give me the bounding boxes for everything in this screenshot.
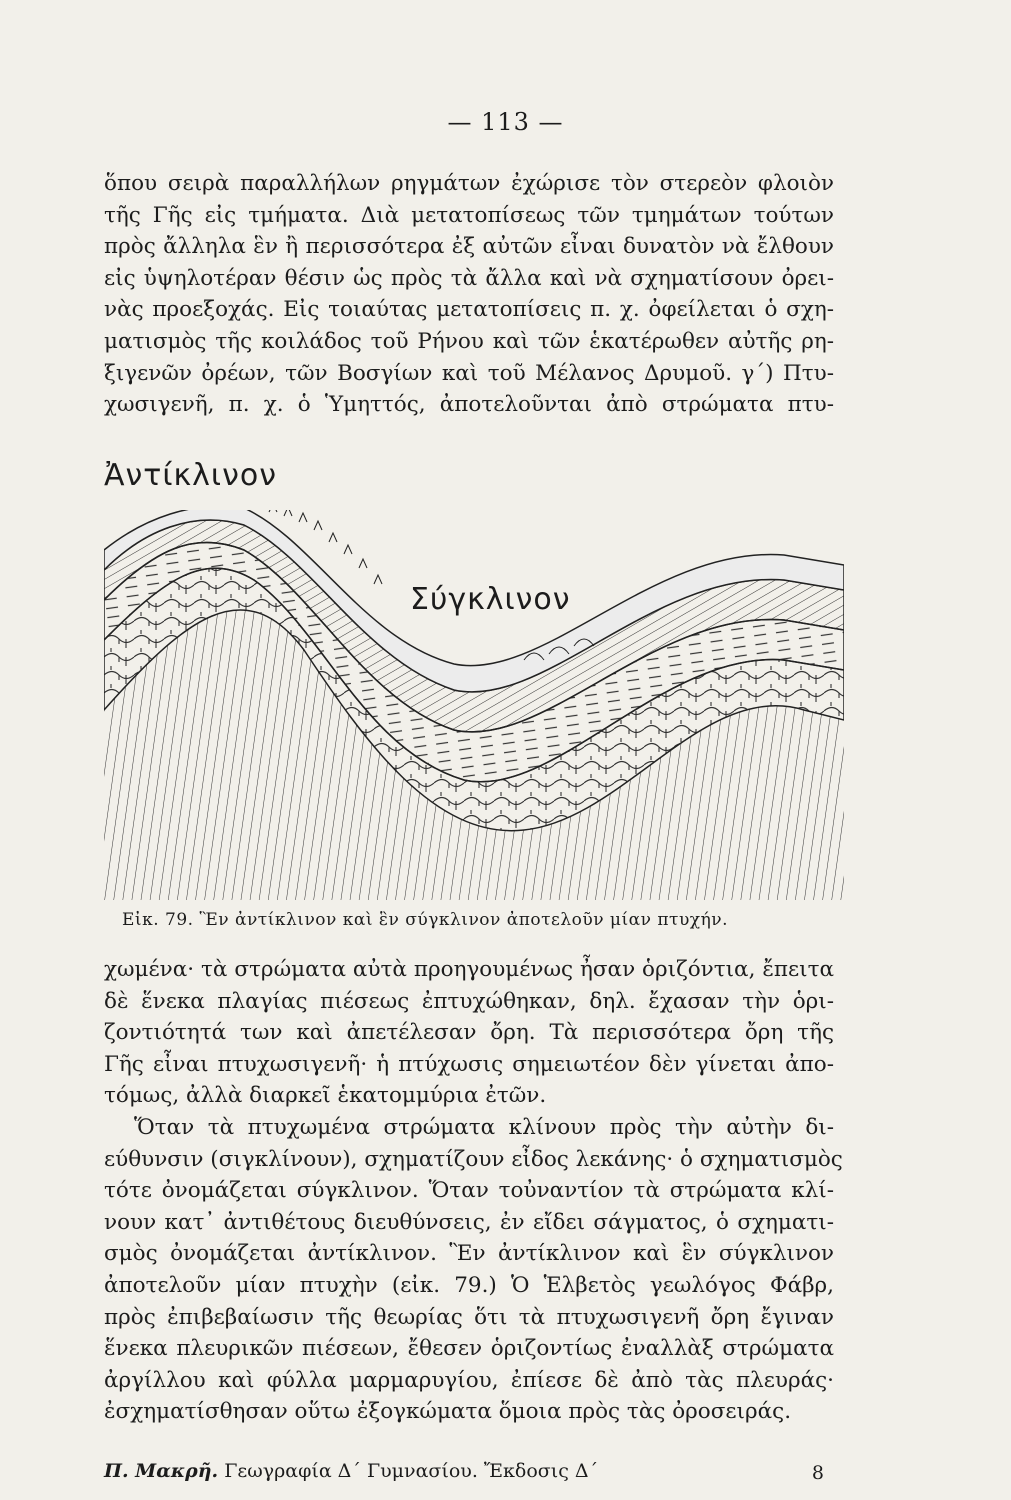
- text-line: σμὸς ὀνομάζεται ἀντίκλινον. Ἓν ἀντίκλινον καὶ ἓν σύγκλινον: [104, 1241, 834, 1267]
- footer-author: Π. Μακρῆ.: [104, 1460, 219, 1482]
- text-line: ματισμὸς τῆς κοιλάδος τοῦ Ρήνου καὶ τῶν ἑκατέρωθεν αὐτῆς ρη-: [104, 328, 834, 354]
- text-line: τότε ὀνομάζεται σύγκλινον. Ὅταν τοὐναντίον τὰ στρώματα κλί-: [104, 1178, 834, 1204]
- text-line: νουν κατ᾽ ἀντιθέτους διευθύνσεις, ἐν εἴδει σάγματος, ὁ σχηματι-: [104, 1209, 834, 1235]
- text-line: ἀργίλλου καὶ φύλλα μαρμαρυγίου, ἐπίεσε δὲ ἀπὸ τὰς πλευράς·: [104, 1367, 834, 1393]
- figure-caption: Εἰκ. 79. Ἓν ἀντίκλινον καὶ ἓν σύγκλινον ἀποτελοῦν μίαν πτυχήν.: [122, 910, 729, 930]
- text-line: χωσιγενῆ, π. χ. ὁ Ὑμηττός, ἀποτελοῦνται ἀπὸ στρώματα πτυ-: [104, 392, 834, 418]
- text-line: χωμένα· τὰ στρώματα αὐτὰ προηγουμένως ἦσαν ὁριζόντια, ἔπειτα: [104, 957, 834, 982]
- text-line: Ὅταν τὰ πτυχωμένα στρώματα κλίνουν πρὸς τὴν αὐτὴν δι-: [134, 1114, 834, 1140]
- anticline-label: Ἀντίκλινον: [104, 458, 277, 493]
- text-line: Γῆς εἶναι πτυχωσιγενῆ· ἡ πτύχωσις σημειωτέον δὲν γίνεται ἀπο-: [104, 1051, 834, 1077]
- text-line: ἕνεκα πλευρικῶν πιέσεων, ἔθεσεν ὁριζοντίως ἐναλλὰξ στρώματα: [104, 1336, 834, 1362]
- text-line: εύθυνσιν (σιγκλίνουν), σχηματίζουν εἶδος λεκάνης· ὁ σχηματισμὸς: [104, 1146, 843, 1172]
- text-line: τῆς Γῆς εἰς τμήματα. Διὰ μετατοπίσεως τῶν τμημάτων τούτων: [104, 202, 834, 228]
- text-line: τόμως, ἀλλὰ διαρκεῖ ἑκατομμύρια ἐτῶν.: [104, 1083, 547, 1109]
- page-number: — 113 —: [447, 108, 564, 136]
- text-line: νὰς προεξοχάς. Εἰς τοιαύτας μετατοπίσεις π. χ. ὀφείλεται ὁ σχη-: [104, 297, 834, 323]
- text-line: ἀποτελοῦν μίαν πτυχὴν (εἰκ. 79.) Ὁ Ἑλβετὸς γεωλόγος Φάβρ,: [104, 1272, 834, 1298]
- syncline-label: Σύγκλινον: [406, 582, 575, 617]
- text-line: πρὸς ἐπιβεβαίωσιν τῆς θεωρίας ὅτι τὰ πτυχωσιγενῆ ὄρη ἔγιναν: [104, 1304, 834, 1330]
- text-line: δὲ ἕνεκα πλαγίας πιέσεως ἐπτυχώθηκαν, δηλ. ἔχασαν τὴν ὁρι-: [104, 988, 834, 1014]
- text-line: ἐσχηματίσθησαν οὕτω ἐξογκώματα ὅμοια πρὸς τὰς ὀροσειράς.: [104, 1399, 792, 1425]
- page-footer: [104, 1460, 824, 1482]
- fold-diagram: [104, 450, 844, 900]
- text-line: πρὸς ἄλληλα ἓν ἢ περισσότερα ἐξ αὐτῶν εἶναι δυνατὸν νὰ ἔλθουν: [104, 234, 834, 260]
- text-line: εἰς ὑψηλοτέραν θέσιν ὡς πρὸς τὰ ἄλλα καὶ νὰ σχηματίσουν ὀρει-: [104, 265, 834, 291]
- text-line: ζοντιότητά των καὶ ἀπετέλεσαν ὄρη. Τὰ περισσότερα ὄρη τῆς: [104, 1020, 834, 1046]
- footer-title: Γεωγραφία Δ΄ Γυμνασίου. Ἔκδοσις Δ΄: [224, 1460, 599, 1482]
- text-line: ξιγενῶν ὀρέων, τῶν Βοσγίων καὶ τοῦ Μέλανος Δρυμοῦ. γ΄) Πτυ-: [104, 360, 834, 386]
- signature-mark: 8: [811, 1462, 824, 1484]
- paragraph-bottom: [104, 954, 843, 1428]
- paragraph-top: [104, 168, 834, 421]
- text-line: ὅπου σειρὰ παραλλήλων ρηγμάτων ἐχώρισε τὸν στερεὸν φλοιὸν: [104, 171, 834, 196]
